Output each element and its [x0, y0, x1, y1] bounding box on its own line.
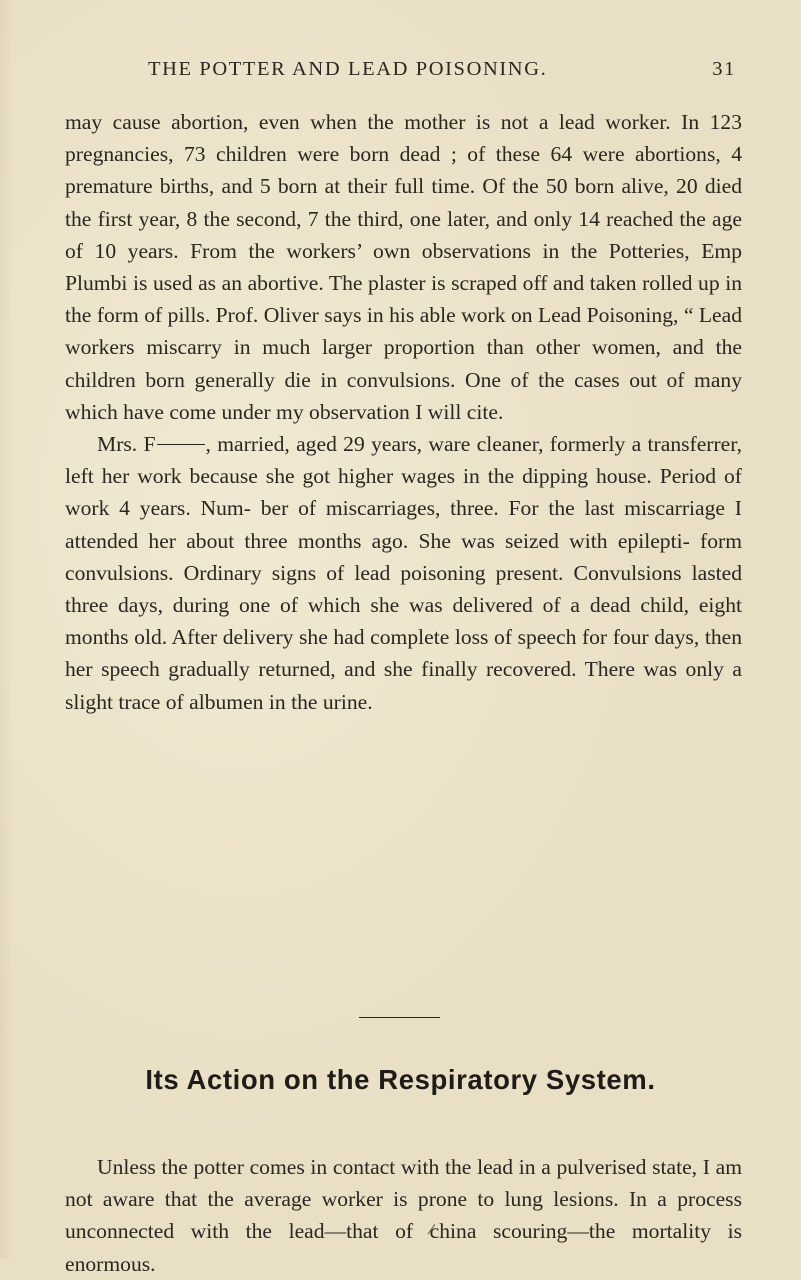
section-paragraph: Unless the potter comes in contact with the lead in a pulverised state, I am not aware that the average worker is prone to lung lesions. In a process unconnected with the lead—that of china scouring—the mortality is enormous.: [65, 1155, 742, 1276]
paragraph-2: [65, 428, 742, 718]
paragraph-2-start: Mrs. F: [97, 432, 156, 457]
paragraph-2-rest: , married, aged 29 years, ware cleaner, formerly a transferrer, left her work because she got higher wages in the dipping house. Period of work 4 years. Num- ber of miscarriages, three. For the last miscarriage I attended her about three months ago. She was seized with epilepti- form convulsions. Ordinary signs of lead poisoning present. Convulsions lasted three days, during one of which she was delivered of a dead child, eight months old. After delivery she had complete loss of speech for four days, then her speech gradually returned, and she finally recovered. There was only a slight trace of albumen in the urine.: [65, 432, 742, 714]
paragraph-1: may cause abortion, even when the mother is not a lead worker. In 123 pregnancies, 73 children were born dead ; of these 64 were abortions, 4 premature births, and 5 born at their full time. Of the 50 born alive, 20 died the first year, 8 the second, 7 the third, one later, and only 14 reached the age of 10 years. From the workers’ own observations in the Potteries, Emp Plumbi is used as an abortive. The plaster is scraped off and taken rolled up in the form of pills. Prof. Oliver says in his able work on Lead Poisoning, “ Lead workers miscarry in much larger proportion than other women, and the children born generally die in convulsions. One of the cases out of many which have come under my observation I will cite.: [65, 110, 742, 424]
body-text: [65, 106, 742, 718]
page-number: 31: [712, 58, 736, 80]
running-title: THE POTTER AND LEAD POISONING.: [148, 58, 548, 80]
section-text: [65, 1151, 742, 1280]
section-heading: Its Action on the Respiratory System.: [145, 1064, 656, 1095]
section-divider-rule: [359, 1017, 440, 1018]
running-head: [148, 58, 748, 88]
name-dash: [157, 444, 205, 445]
